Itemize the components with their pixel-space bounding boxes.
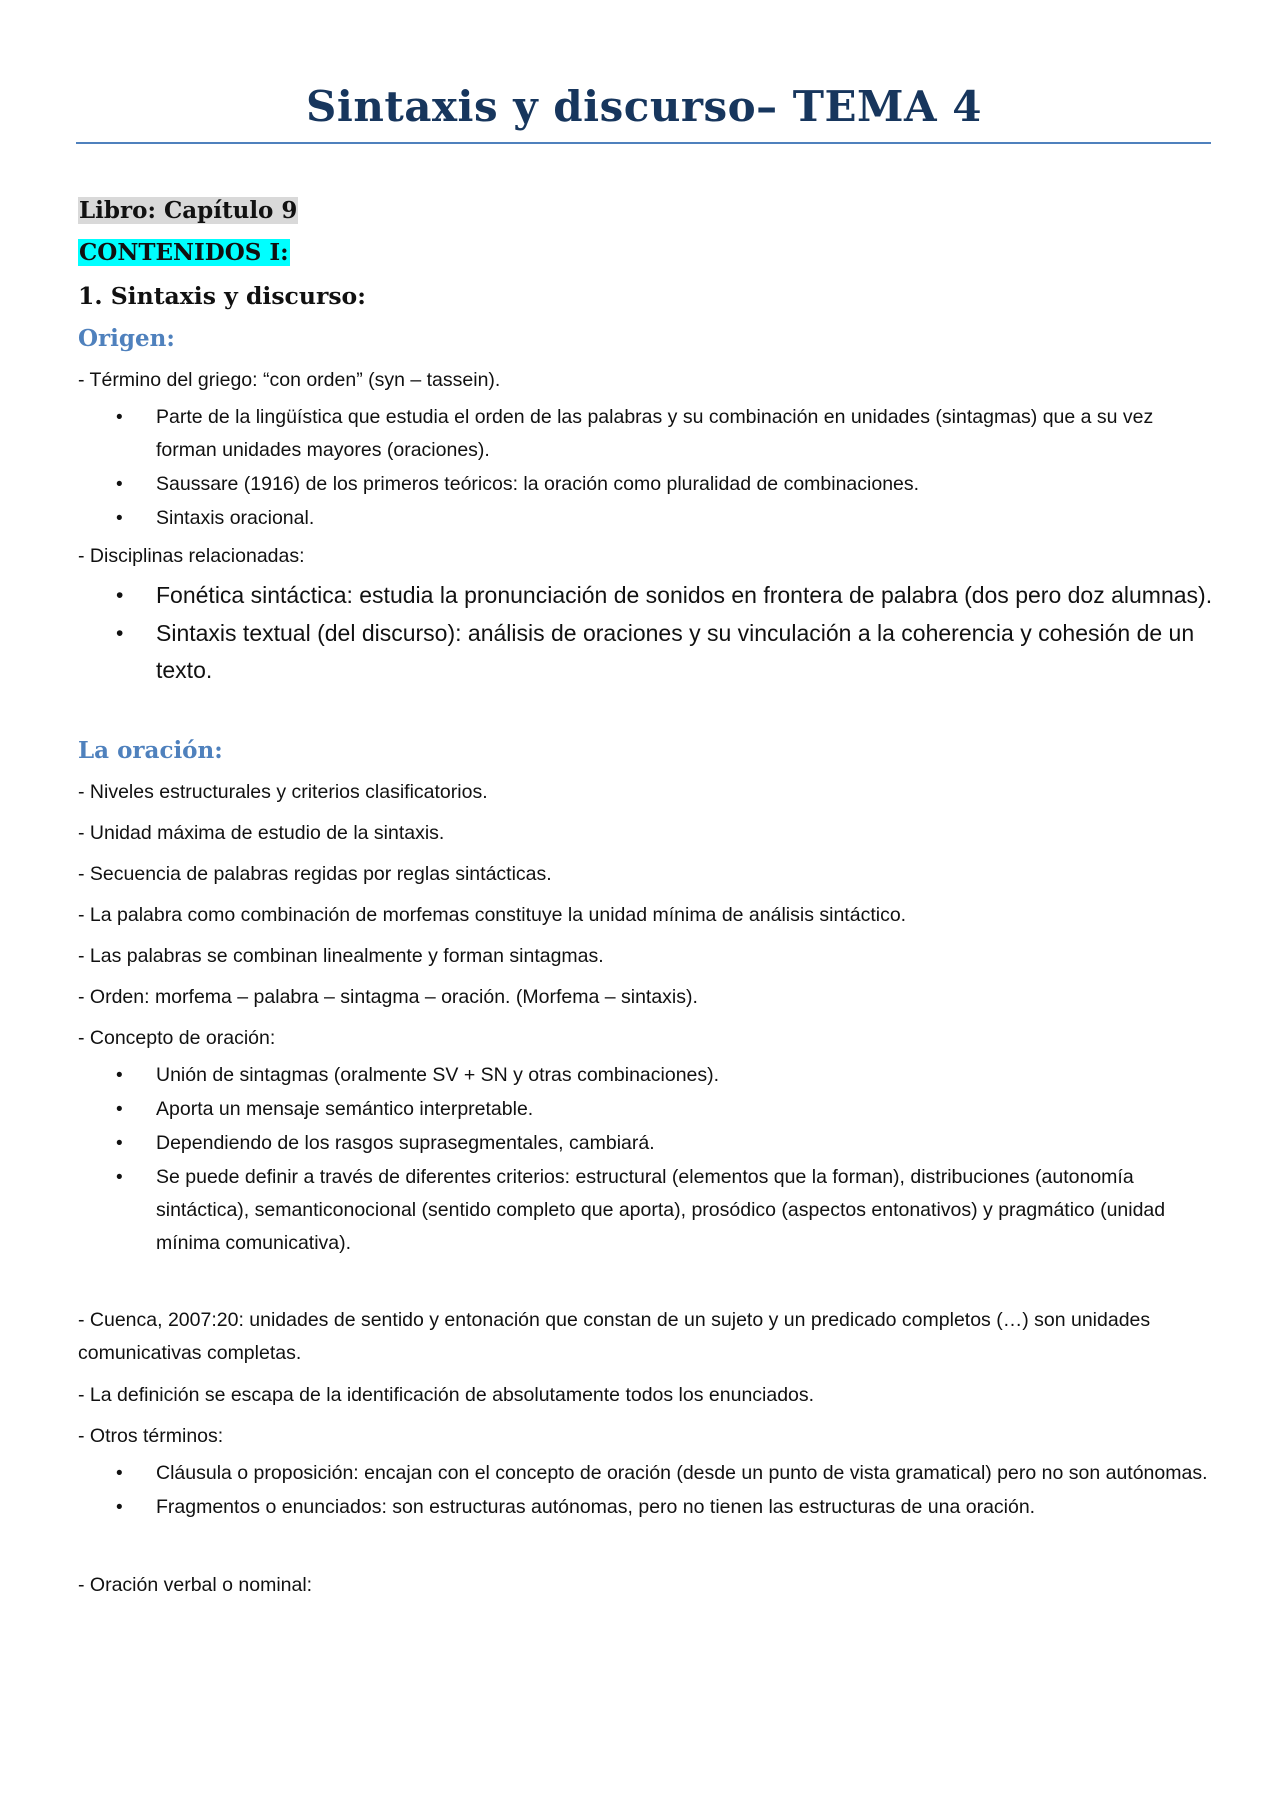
spacer bbox=[78, 690, 1214, 730]
oracion-line: - Las palabras se combinan linealmente y forman sintagmas. bbox=[78, 945, 604, 967]
bullet-icon: • bbox=[116, 407, 123, 428]
list-item: • Sintaxis textual (del discurso): análisis de oraciones y su vinculación a la coherencia y cohesión de un texto. bbox=[78, 615, 1214, 689]
book-label-line bbox=[78, 190, 1214, 232]
document-body bbox=[78, 190, 1214, 1606]
concept-bullet-list bbox=[78, 1059, 1214, 1260]
disciplines-line: - Disciplinas relacionadas: bbox=[78, 545, 305, 567]
bullet-icon: • bbox=[116, 1065, 123, 1086]
other-terms-line: - Otros términos: bbox=[78, 1425, 224, 1447]
contents-label: CONTENIDOS I: bbox=[79, 239, 289, 266]
list-item: • Sintaxis oracional. bbox=[78, 502, 1214, 535]
other-terms-bullet-list bbox=[78, 1457, 1214, 1524]
spacer bbox=[78, 1525, 1214, 1565]
verbal-line: - Oración verbal o nominal: bbox=[78, 1574, 313, 1596]
disciplines-bullet-list bbox=[78, 577, 1214, 689]
contents-label-line bbox=[78, 232, 1214, 274]
spacer bbox=[78, 1261, 1214, 1299]
list-item: • Unión de sintagmas (oralmente SV + SN y otras combinaciones). bbox=[78, 1059, 1214, 1092]
bullet-icon: • bbox=[116, 1167, 123, 1188]
list-item: • Saussare (1916) de los primeros teóricos: la oración como pluralidad de combinaciones. bbox=[78, 468, 1214, 501]
bullet-icon: • bbox=[116, 622, 124, 645]
origen-bullet-list bbox=[78, 401, 1214, 535]
oracion-line: - Niveles estructurales y criterios clasificatorios. bbox=[78, 781, 488, 803]
list-item: • Aporta un mensaje semántico interpretable. bbox=[78, 1093, 1214, 1126]
oracion-line: - La palabra como combinación de morfemas constituye la unidad mínima de análisis sintáctico. bbox=[78, 904, 907, 926]
bullet-icon: • bbox=[116, 584, 124, 607]
book-label: Libro: Capítulo 9 bbox=[79, 197, 298, 224]
list-item: • Fonética sintáctica: estudia la pronunciación de sonidos en frontera de palabra (dos pero doz alumnas). bbox=[78, 577, 1214, 614]
bullet-icon: • bbox=[116, 1463, 123, 1484]
cuenca-line: - Cuenca, 2007:20: unidades de sentido y entonación que constan de un sujeto y un predicado completos (…) son unidades comunicativas completas. bbox=[78, 1309, 1151, 1364]
list-item: • Dependiendo de los rasgos suprasegmentales, cambiará. bbox=[78, 1127, 1214, 1160]
title-underline bbox=[76, 142, 1211, 144]
list-item: • Cláusula o proposición: encajan con el concepto de oración (desde un punto de vista gramatical) pero no son autónomas. bbox=[78, 1457, 1214, 1490]
oracion-line: - Unidad máxima de estudio de la sintaxis. bbox=[78, 822, 445, 844]
bullet-icon: • bbox=[116, 1497, 123, 1518]
oracion-line: - Orden: morfema – palabra – sintagma – oración. (Morfema – sintaxis). bbox=[78, 986, 698, 1008]
list-item: • Se puede definir a través de diferentes criterios: estructural (elementos que la forman), distribuciones (autonomía sintáctica), semanticonocional (sentido completo que aporta), prosódico (aspectos entonativos) y pragmático (unidad mínima comunicativa). bbox=[78, 1161, 1214, 1260]
bullet-icon: • bbox=[116, 1133, 123, 1154]
bullet-icon: • bbox=[116, 474, 123, 495]
origen-term-line: - Término del griego: “con orden” (syn – tassein). bbox=[78, 369, 501, 391]
bullet-icon: • bbox=[116, 508, 123, 529]
section-heading: 1. Sintaxis y discurso: bbox=[78, 282, 366, 310]
definition-line: - La definición se escapa de la identificación de absolutamente todos los enunciados. bbox=[78, 1384, 815, 1406]
oracion-line: - Secuencia de palabras regidas por reglas sintácticas. bbox=[78, 863, 552, 885]
oracion-line: - Concepto de oración: bbox=[78, 1027, 276, 1049]
bullet-icon: • bbox=[116, 1099, 123, 1120]
list-item: • Parte de la lingüística que estudia el orden de las palabras y su combinación en unidades (sintagmas) que a su vez forman unidades mayores (oraciones). bbox=[78, 401, 1214, 467]
origen-heading: Origen: bbox=[78, 325, 175, 352]
oracion-heading: La oración: bbox=[78, 737, 223, 764]
list-item: • Fragmentos o enunciados: son estructuras autónomas, pero no tienen las estructuras de una oración. bbox=[78, 1491, 1214, 1524]
page-title: Sintaxis y discurso– TEMA 4 bbox=[306, 82, 982, 131]
